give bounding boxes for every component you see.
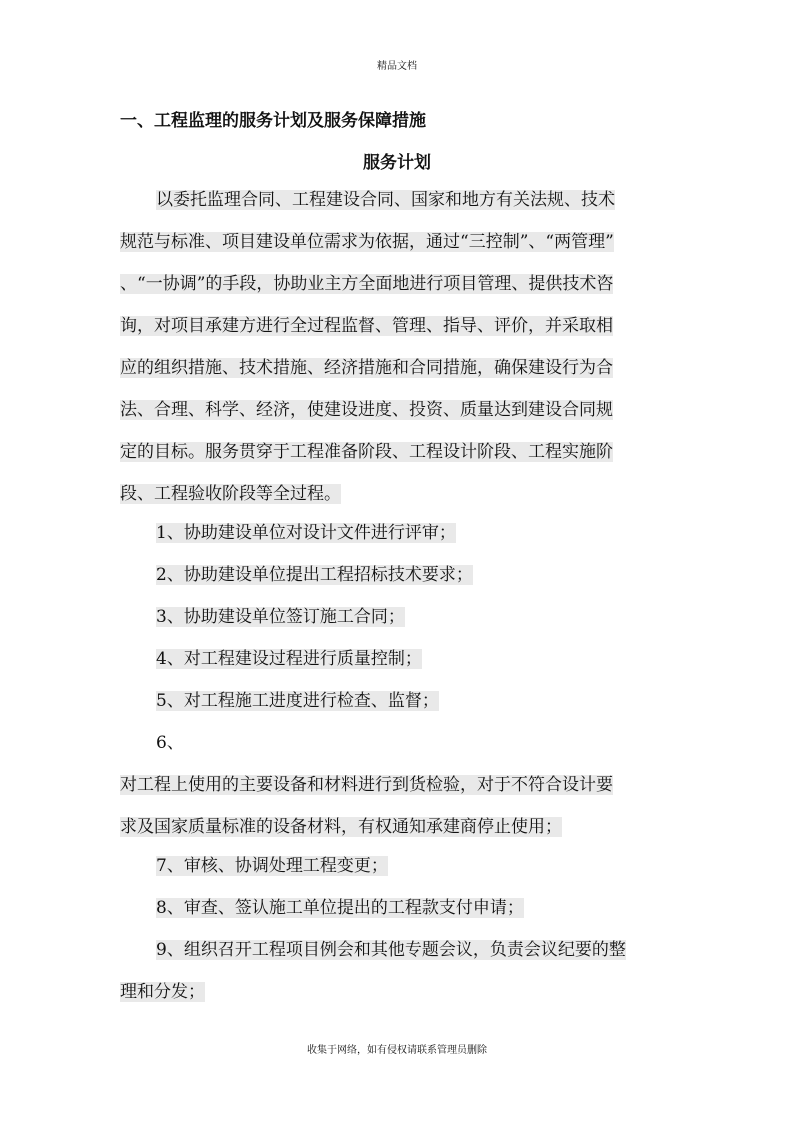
list-item: 2、协助建设单位提出工程招标技术要求； — [156, 565, 473, 585]
list-item: 7、审核、协调处理工程变更； — [156, 856, 388, 876]
list-item-continuation: 求及国家质量标准的设备材料，有权通知承建商停止使用； — [120, 817, 562, 837]
list-item: 1、协助建设单位对设计文件进行评审； — [156, 523, 456, 543]
list-item-continuation: 理和分发； — [120, 982, 205, 1002]
page-header: 精品文档 — [377, 61, 417, 72]
paragraph-line: 规范与标准、项目建设单位需求为依据，通过“三控制”、“两管理” — [120, 232, 614, 252]
paragraph-line: 法、合理、科学、经济，使建设进度、投资、质量达到建设合同规 — [120, 400, 613, 420]
paragraph-line: 以委托监理合同、工程建设合同、国家和地方有关法规、技术 — [156, 190, 615, 210]
list-item: 8、审查、签认施工单位提出的工程款支付申请； — [156, 898, 524, 918]
list-item: 3、协助建设单位签订施工合同； — [156, 607, 405, 627]
paragraph-line: 段、工程验收阶段等全过程。 — [120, 484, 341, 504]
paragraph-line: 询，对项目承建方进行全过程监督、管理、指导、评价，并采取相 — [120, 316, 613, 336]
list-item: 6、 — [156, 733, 184, 753]
list-item: 9、组织召开工程项目例会和其他专题会议，负责会议纪要的整 — [156, 940, 626, 960]
paragraph-line: 应的组织措施、技术措施、经济措施和合同措施，确保建设行为合 — [120, 358, 613, 378]
section-heading: 一、工程监理的服务计划及服务保障措施 — [120, 111, 426, 131]
page-footer: 收集于网络，如有侵权请联系管理员删除 — [307, 1045, 487, 1056]
list-item-continuation: 对工程上使用的主要设备和材料进行到货检验，对于不符合设计要 — [120, 775, 613, 795]
list-item: 4、对工程建设过程进行质量控制； — [156, 649, 422, 669]
document-title: 服务计划 — [363, 153, 431, 173]
paragraph-line: 定的目标。服务贯穿于工程准备阶段、工程设计阶段、工程实施阶 — [120, 442, 613, 462]
paragraph-line: 、“一协调”的手段，协助业主方全面地进行项目管理、提供技术咨 — [120, 274, 614, 294]
list-item: 5、对工程施工进度进行检查、监督； — [156, 691, 439, 711]
